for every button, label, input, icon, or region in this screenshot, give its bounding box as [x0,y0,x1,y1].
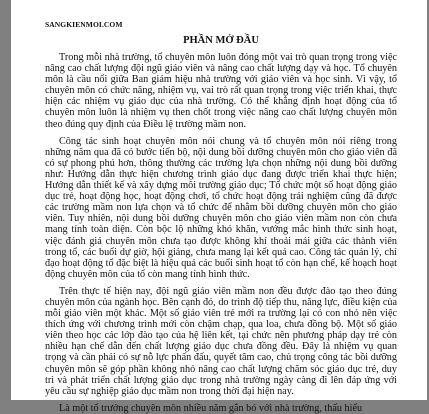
paragraph-3: Trên thực tế hiện nay, đội ngũ giáo viên mầm non đều được đào tạo theo đúng chuyên môn của ngành học. Bên cạnh đó, do trình độ tiếp thu, năng lực, điều kiện của mỗi giáo viên một khác. Một số giáo viên trẻ mới ra trường lại có con nhỏ nên việc thích ứng với chương trình mới còn chậm chạp, qua loa, chưa đồng bộ. Một số giáo viên theo học các lớp đào tạo của hệ liên kết, tại chức nên phương pháp dạy trẻ còn nhiều hạn chế dẫn đến chất lượng giáo dục chưa đồng đều. Đây là nhiệm vụ quan trọng và cần phải có sự nỗ lực phấn đấu, quyết tâm cao, chủ trọng công tác bồi dưỡng chuyên môn sẽ góp phần không nhỏ nâng cao chất lượng chăm sóc giáo dục trẻ, duy trì và phát triển chất lượng giáo dục trong nhà trường ngày càng đi lên đáp ứng với yêu cầu sự nghiệp giáo dục mầm non trong thời đại hiện nay. [45,285,397,397]
paragraph-1: Trong mỗi nhà trường, tổ chuyên môn luôn đóng một vai trò quan trọng trong việc nâng cao chất lượng đội ngũ giáo viên và nâng cao chất lượng dạy và học. Tổ chuyên môn là cầu nối giữa Ban giám hiệu nhà trường với giáo viên và học sinh. Vì vậy, tổ chuyên môn có chức năng, nhiệm vụ, vai trò rất quan trọng trong việc triển khai, thực hiện các nhiệm vụ giáo dục của nhà trường. Có thể khẳng định hoạt động của tổ chuyên môn luôn là nhiệm vụ then chốt trong việc nâng cao chất lượng chuyên môn theo đúng quy định của Điều lệ trường mầm non. [45,52,397,130]
document-page [11,0,427,414]
site-watermark: SANGKIENMOI.COM [45,20,123,29]
paragraph-2: Công tác sinh hoạt chuyên môn nói chung và tổ chuyên môn nói riêng trong những năm qua đã có bước tiến bộ, nội dung bồi dưỡng chuyên môn cho giáo viên đã có sự phong phú hơn, thông thường các trường lựa chọn những nội dung bồi dưỡng như: Hướng dẫn thực hiện chương trình giáo dục đang được triển khai thực hiện; Hướng dẫn thiết kế và xây dựng môi trường giáo dục; Tổ chức một số hoạt động giáo dục trẻ, hoạt động học, hoạt động chơi, tổ chức hoạt động trải nghiệm cũng đã được các trường mầm non lựa chọn và tổ chức để nhằm bồi dưỡng chuyên môn cho giáo viên. Tuy nhiên, nội dung bồi dưỡng chuyên môn cho giáo viên mầm non còn chưa mang tính toàn diện. Còn bộc lộ những khó khăn, vướng mắc hình thức sinh hoạt, việc đánh giá chuyên môn chưa tạo được không khí thoải mái giữa các thành viên trong tổ, các buổi dự giờ, hội giảng, chưa mang lại kết quả cao. Công tác quản lý, chỉ đạo hoạt động tổ đặc biệt là hiệu quả các buổi sinh hoạt tổ còn hạn chế, kế hoạch hoạt động chuyên môn của tổ còn mang tính hình thức. [45,135,397,280]
document-title: PHẦN MỞ ĐẦU [183,35,259,46]
paragraph-4: Là một tổ trưởng chuyên môn nhiều năm gắn bó với nhà trường, thấu hiểu [59,402,363,414]
